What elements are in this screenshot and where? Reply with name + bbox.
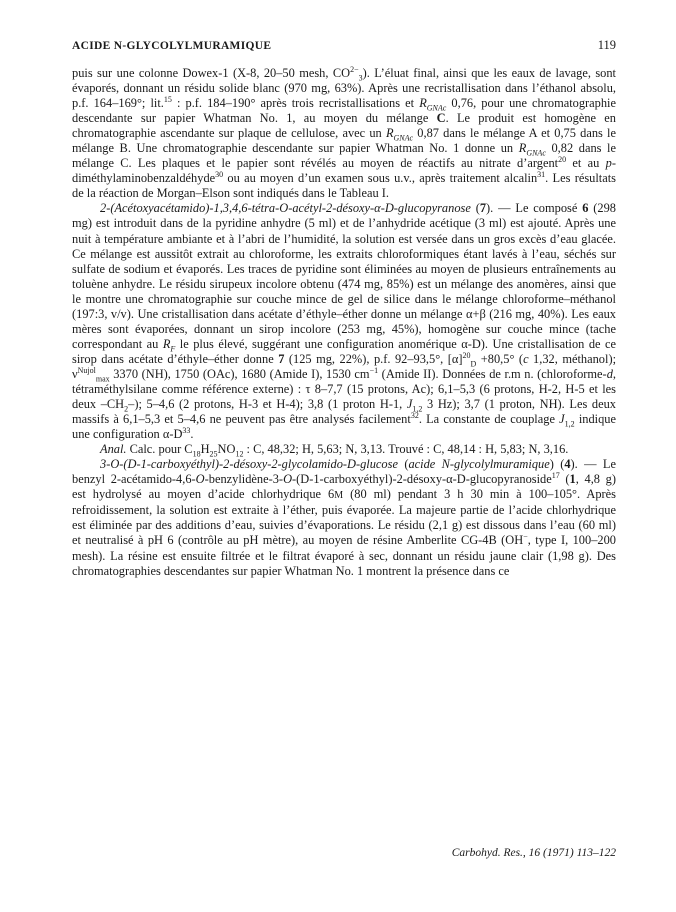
text-run: (80 ml) pendant 3 h 30 min à 100–105°. Après refroidissement, la solution est extraite à l’éther, puis évaporée. La majeure partie de l’acide chlorhydrique est éliminée par des additions d’eau, suivies d’évaporations. Le résidu (2,1 g) est dissous dans l’eau (60 ml) et neutralisé à pH 6 (contrôle au pH mètre), au moyen de résine Amberlite CG-4B (OH (72, 487, 616, 548)
text-run: (Amide II). Données de r.m n. (chloroforme- (378, 366, 607, 381)
text-run: , tétraméthylsilane comme référence externe) : τ 8–7,7 (15 protons, Ac); 6,1–5,3 (6 protons, H-2, H-5 et les deux –CH (72, 366, 616, 412)
text-run: d (606, 366, 613, 381)
text-run: -diméthylaminobenzaldéhyde (72, 156, 617, 186)
text-run: indique une configuration α-D (72, 412, 616, 442)
text-run: GNAc (426, 103, 447, 113)
text-run: R (385, 126, 394, 141)
text-run: 20 (558, 155, 567, 165)
text-run: . Le produit est homogène en chromatographie ascendante sur plaque de cellulose, avec un (72, 111, 616, 141)
text-run: –); 5–4,6 (2 protons, H-3 et H-4); 3,8 (1 proton H-1, (128, 397, 407, 412)
text-run: GNAc (393, 133, 414, 143)
text-run: 0,82 dans le mélange C. Les plaques et le papier sont révélés au moyen de réactifs au nitrate d’argent (72, 141, 616, 171)
page-number: 119 (597, 38, 616, 52)
text-run: , 4,8 g) est hydrolysé au moyen d’acide chlorhydrique 6 (72, 472, 616, 502)
text-run: 30 (215, 170, 224, 180)
text-run: ). L’éluat final, ainsi que les eaux de lavage, sont évaporés, donnant un résidu solide blanc (970 mg, 63%). Après une recristallisation dans l’éthanol absolu, p.f. 164–169°; lit. (72, 66, 616, 111)
text-run: (125 mg, 22%), p.f. 92–93,5°, [α] (284, 351, 463, 366)
text-run: R (162, 336, 171, 351)
paragraph-p1 (72, 66, 616, 201)
text-run: c (523, 351, 529, 366)
running-header (72, 38, 616, 60)
text-run: −1 (369, 365, 379, 375)
text-run: : p.f. 184–190° après trois recristallisations et (171, 96, 420, 111)
text-run: -benzylidène-3- (204, 472, 284, 487)
text-run: acide N-glycolylmuramique (408, 457, 550, 472)
text-run: 6 (582, 201, 589, 216)
text-run: , type I, 100–200 mesh). La résine est ensuite filtrée et le filtrat évaporé à sec, donnant un résidu jaune clair (1,98 g). Des chromatographies descendantes sur papier Whatman No. 1 montrent la présence dans ce (72, 533, 616, 578)
text-run: p (605, 156, 612, 171)
text-run: ). — Le benzyl 2-acétamido-4,6- (72, 457, 616, 487)
text-run: 15 (163, 94, 172, 104)
text-run: Calc. pour C (126, 442, 193, 457)
text-run: Anal. (100, 442, 127, 457)
text-run: 17 (551, 471, 560, 481)
text-run: Nujol (77, 365, 96, 375)
text-run: NO (217, 442, 236, 457)
text-run: -(D-1-carboxyéthyl)-2-désoxy-α-D-glucopyranoside (292, 472, 552, 487)
text-run: 3-O-(D-1-carboxyéthyl)-2-désoxy-2-glycolamido-D-glucose (100, 457, 398, 472)
text-run: +80,5° ( (476, 351, 524, 366)
text-run: 3 Hz); 3,7 (1 proton, NH). Les deux massifs à 6,1–5,3 et 5–4,6 ne peuvent pas être analysés facilement (72, 397, 616, 427)
text-run: C (436, 111, 446, 126)
text-run: 33 (182, 426, 191, 435)
text-run: 31 (537, 170, 546, 180)
text-run: R (419, 96, 427, 111)
text-run: puis sur une colonne Dowex-1 (X-8, 20–50 mesh, CO (72, 66, 351, 80)
text-run: 2− (350, 64, 359, 74)
text-run: 32 (410, 410, 419, 420)
text-run: 4 (564, 457, 571, 472)
text-run: R (518, 141, 527, 156)
text-run: ). — Le composé (486, 201, 583, 216)
text-run: − (523, 532, 528, 542)
text-run: 1,32, méthanol); ν (72, 351, 617, 381)
text-run: 2-(Acétoxyacétamido)-1,3,4,6-tétra-O-acétyl-2-désoxy-α-D-glucopyranose (100, 201, 471, 216)
text-run: 20 (462, 350, 471, 360)
text-run: 18 (192, 449, 201, 459)
text-run: 1 (569, 472, 576, 487)
text-run: 25 (209, 449, 218, 459)
text-run: 7 (479, 201, 487, 216)
journal-citation: Carbohyd. Res., 16 (1971) 113–122 (451, 847, 616, 859)
text-run: 12 (235, 449, 244, 459)
text-run: D (470, 359, 477, 369)
text-run: le plus élevé, suggérant une configuration anomérique α-D). Une cristallisation de ce sirop dans acétate d’éthyle–éther donne (72, 336, 617, 366)
text-run: max (95, 374, 110, 384)
text-run: ( (470, 201, 480, 216)
text-run: (298 mg) est introduit dans de la pyridine anhydre (5 ml) et de l’anhydride acétique (3 ml) est ajouté. Après une nuit à température ambiante et à l’abri de l’humidité, la solution est versée dans un gros excès d’eau glacée. Ce mélange est aussitôt extrait au chloroforme, les extraits chloroformiques étant lavés à l’eau, séchés sur sulfate de sodium et évaporés. Les traces de pyridine sont éliminées au moyen de plusieurs entraînements au toluène anhydre. Le résidu sirupeux incolore obtenu (474 mg, 85%) est un mélange des anomères, ainsi que le montre une chromatographie sur couche mince de gel de silice dans le mélange chloroforme–méthanol (197:3, v/v). Une cristallisation dans acétate d’éthyle–éther donne un mélange α+β (216 mg, 40%). Les eaux mères sont évaporées, donnant un sirop incolore (253 mg, 45%), homogène sur couche mince (tache correspondant au (72, 201, 616, 351)
text-run: et au (566, 156, 606, 171)
text-run: : C, 48,32; H, 5,63; N, 3,13. Trouvé : C, 48,14 : H, 5,83; N, 3,16. (243, 442, 569, 457)
text-run: ou au moyen d’un examen sous u.v., après traitement alcalin (223, 171, 538, 186)
text-run: M (334, 490, 344, 502)
text-run: . (190, 427, 194, 442)
text-run: 7 (278, 351, 285, 366)
text-run: 3370 (NH), 1750 (OAc), 1680 (Amide I), 1530 cm (109, 366, 370, 381)
text-run: 0,76, pour une chromatographie descendante sur papier Whatman No. 1, au moyen du mélange (72, 96, 616, 126)
text-run: 0,87 dans le mélange A et 0,75 dans le mélange B. Une chromatographie descendante sur papier Whatman No. 1 donne un (72, 126, 616, 156)
text-run: O (195, 472, 205, 487)
text-run: 1,2 (564, 419, 575, 429)
paragraph-p4 (72, 457, 616, 578)
text-run: GNAc (526, 148, 546, 158)
body-text (72, 66, 616, 579)
text-run: 3 (358, 73, 363, 83)
text-run: 1,2 (412, 404, 423, 414)
text-run: . Les résultats de la réaction de Morgan–Elson sont indiqués dans le Tableau I. (72, 171, 616, 201)
text-run: J (406, 397, 413, 412)
paragraph-p3 (72, 442, 616, 457)
text-run: O (283, 472, 293, 487)
text-run: ( (559, 472, 570, 487)
text-run: J (559, 412, 565, 427)
paragraph-p2 (72, 201, 616, 442)
text-run: 2 (124, 404, 129, 414)
text-run: H (200, 442, 210, 457)
running-title: ACIDE N-GLYCOLYLMURAMIQUE (72, 40, 272, 52)
text-run: ) ( (549, 457, 565, 472)
text-run: ( (397, 457, 409, 472)
text-run: . La constante de couplage (418, 412, 560, 427)
text-run: F (170, 344, 176, 354)
